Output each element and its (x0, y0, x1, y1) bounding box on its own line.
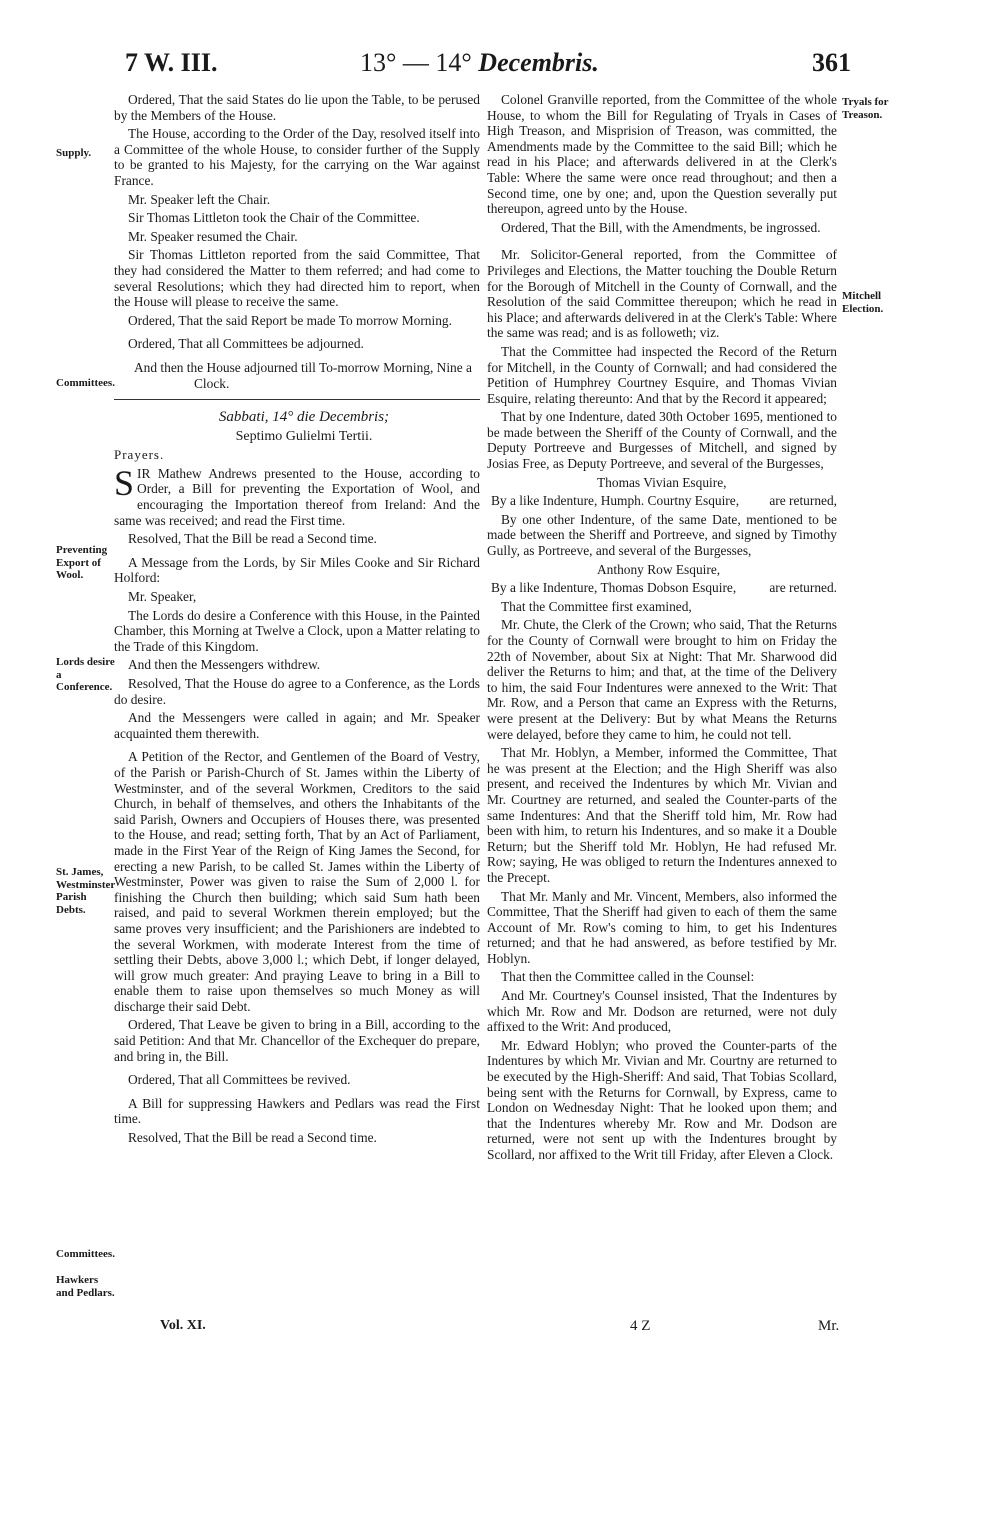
drop-cap: S (114, 462, 135, 503)
volume-mark: Vol. XI. (160, 1318, 206, 1333)
returned-label: are returned, (769, 493, 837, 509)
paragraph: Mr. Solicitor-General reported, from the Committee of Privileges and Elections, the Matter touching the Double Return for the Borough of Mitchell in the County of Cornwall, and the Resolution of the said Committee thereupon; which he read in his Place; and afterwards delivered in at the Clerk's Table: Where the same was read; and is as followeth; viz. (487, 247, 837, 341)
paragraph-text: IR Mathew Andrews presented to the House, according to Order, a Bill for preventing the Exportation of Wool, and encouraging the Importation thereof from Ireland: And the same was received; and read the First time. (114, 465, 480, 528)
paragraph: Mr. Speaker, (128, 589, 197, 605)
right-column (487, 92, 837, 1166)
return-line-text: By a like Indenture, Humph. Courtny Esquire, (491, 493, 740, 509)
day-subheading: Septimo Gulielmi Tertii. (235, 428, 373, 444)
paragraph: Mr. Chute, the Clerk of the Crown; who said, That the Returns for the County of Cornwall were brought to him on Friday the 22th of November, about Six at Night: That Mr. Sharwood did deliver the Returns to him; and that, at the time of the Delivery to him, the said Four Indentures were annexed to the Writ: That Mr. Row, and a Person that came an Express with the Returns, were present at the Delivery: But by what Means the Returns were delayed, before they came to him, he could not tell. (487, 617, 837, 742)
return-line (487, 493, 837, 509)
return-line: Thomas Vivian Esquire, (597, 474, 727, 490)
paragraph: Sir Thomas Littleton took the Chair of the Committee. (128, 210, 420, 226)
paragraph: The House, according to the Order of the Day, resolved itself into a Committee of the whole House, to consider further of the Supply to be granted to his Majesty, for the carrying on the War against France. (114, 126, 480, 188)
page-header (0, 48, 992, 88)
paragraph-wool-bill (114, 462, 480, 528)
paragraph: Resolved, That the Bill be read a Second time. (128, 531, 377, 547)
paragraph: Ordered, That Leave be given to bring in a Bill, according to the said Petition: And that Mr. Chancellor of the Exchequer do prepare, and bring in, the Bill. (114, 1017, 480, 1064)
return-line (487, 580, 837, 596)
section-divider (114, 399, 480, 400)
margin-note-st-james: St. James, Westminster Parish Debts. (56, 866, 116, 916)
header-day-numbers: 13° — 14° (360, 48, 472, 77)
paragraph: Mr. Edward Hoblyn; who proved the Counter-parts of the Indentures by which Mr. Vivian and Mr. Courtny are returned to be executed by the High-Sheriff: And said, That Tobias Scollard, being sent with the Returns for Cornwall, by Express, came to London on Wednesday Night: That he looked upon them; and that the Indentures whereby Mr. Row and Mr. Dodson are returned, were not sent up with the Indentures brought by Scollard, nor affixed to the Writ till Friday, after Eleven a Clock. (487, 1037, 837, 1162)
return-line: Anthony Row Esquire, (597, 561, 721, 577)
paragraph: Ordered, That all Committees be adjourned. (128, 336, 364, 352)
paragraph: A Petition of the Rector, and Gentlemen of the Board of Vestry, of the Parish or Parish-Church of St. James within the Liberty of Westminster, and of the several Workmen, Creditors to the said Church, in behalf of themselves, and others the Inhabitants of the said Parish, Owners and Occupiers of Houses there, was presented to the House, and read; setting forth, That by an Act of Parliament, made in the First Year of the Reign of King James the Second, for erecting a new Parish, to be called St. James within the Liberty of Westminster, Power was given to raise the Sum of 2,000 l. for finishing the Church then building; which said Sum hath been raised, and paid to several Workmen therein employed; but the same proves very insufficient; and the Parishioners are indebted to the several Workmen, with moderate Interest from the time of settling their Debts, above 3,000 l.; which Debt, if longer delayed, will grow much greater: And praying Leave to bring in a Bill to enable them to raise upon themselves so much Money as will discharge their said Debt. (114, 749, 480, 1014)
margin-note-mitchell: Mitchell Election. (842, 290, 884, 315)
margin-note-hawkers: Hawkers and Pedlars. (56, 1274, 115, 1299)
margin-note-tryals: Tryals for Treason. (842, 96, 889, 121)
paragraph: That Mr. Manly and Mr. Vincent, Members, also informed the Committee, That the Sheriff had given to each of them the same Account of Mr. Row's coming to him, to get his Indentures returned; and that he had answered, as before testified by Mr. Hoblyn. (487, 888, 837, 966)
paragraph: Sir Thomas Littleton reported from the said Committee, That they had considered the Matter to them referred; and had come to several Resolutions; which they had directed him to report, when the House will please to receive the same. (114, 247, 480, 310)
paragraph: Colonel Granville reported, from the Committee of the whole House, to whom the Bill for Regulating of Tryals in Cases of High Treason, and Misprision of Treason, was committed, the Amendments made by the Committee to the said Bill; which he read in his Place; and afterwards delivered in at the Clerk's Table: Where the same were once read throughout; and then a Second time, one by one; and, upon the Question severally put thereupon, agreed unto by the House. (487, 92, 837, 217)
catchword: Mr. (818, 1318, 840, 1334)
paragraph: That Mr. Hoblyn, a Member, informed the Committee, That he was present at the Election; and the High Sheriff was also present, and received the Indentures by which Mr. Vivian and Mr. Courtney are returned, and sealed the Counter-parts of the same Indentures: And that the Sheriff told him, Mr. Row had been with him, to return his Indentures, and so make it a Double Return; but the Sheriff told Mr. Hoblyn, He had refused Mr. Row; saying, He was obliged to return the Indentures annexed to the Precept. (487, 745, 837, 885)
paragraph: The Lords do desire a Conference with this House, in the Painted Chamber, this Morning at Twelve a Clock, upon a Matter relating to the Trade of this Kingdom. (114, 607, 480, 654)
paragraph: Resolved, That the House do agree to a Conference, as the Lords do desire. (114, 676, 480, 707)
returned-label: are returned. (769, 580, 837, 596)
paragraph: By one other Indenture, of the same Date, mentioned to be made between the Sheriff and Portreeve, and signed by Timothy Gully, as Portreeve, and several of the Burgesses, (487, 511, 837, 559)
paragraph: Mr. Speaker left the Chair. (128, 191, 271, 207)
prayers-heading: Prayers. (114, 447, 165, 463)
paragraph: And Mr. Courtney's Counsel insisted, That the Indentures by which Mr. Row and Mr. Dodson are returned, were not duly affixed to the Writ: And produced, (487, 988, 837, 1035)
margin-note-committees-revived: Committees. (56, 1248, 115, 1260)
paragraph: Resolved, That the Bill be read a Second time. (128, 1130, 377, 1146)
margin-note-committees: Committees. (56, 377, 115, 389)
paragraph: That the Committee first examined, (501, 598, 692, 614)
header-dates (360, 48, 599, 78)
margin-note-wool: Preventing Export of Wool. (56, 544, 108, 581)
paragraph: Ordered, That the Bill, with the Amendments, be ingrossed. (501, 219, 821, 235)
paragraph: That by one Indenture, dated 30th October 1695, mentioned to be made between the Sheriff of the County of Cornwall, and the Deputy Portreeve and Burgesses of Mitchell, and signed by Josias Free, as Deputy Portreeve, and several of the Burgesses, (487, 409, 837, 472)
regnal-year: 7 W. III. (125, 48, 218, 77)
adjournment-note: And then the House adjourned till To-morrow Morning, Nine a Clock. (134, 359, 472, 391)
paragraph: A Message from the Lords, by Sir Miles Cooke and Sir Richard Holford: (114, 554, 480, 586)
margin-note-lords-conference: Lords desire a Conference. (56, 656, 115, 693)
return-line-text: By a like Indenture, Thomas Dobson Esquire, (491, 580, 737, 596)
paragraph: A Bill for suppressing Hawkers and Pedlars was read the First time. (114, 1095, 480, 1127)
paragraph: And then the Messengers withdrew. (128, 657, 321, 673)
paragraph: Ordered, That the said States do lie upon the Table, to be perused by the Members of the House. (114, 92, 480, 123)
paragraph: Ordered, That all Committees be revived. (128, 1072, 351, 1088)
header-month: Decembris. (478, 48, 599, 77)
margin-note-supply: Supply. (56, 147, 92, 159)
paragraph: That the Committee had inspected the Record of the Return for Mitchell, in the County of Cornwall; and had considered the Petition of Humphrey Courtney Esquire, and Thomas Vivian Esquire, relating thereunto: And that by the Record it appeared; (487, 343, 837, 406)
day-heading: Sabbati, 14° die Decembris; (218, 409, 390, 426)
paragraph: Mr. Speaker resumed the Chair. (128, 228, 298, 244)
page-number: 361 (812, 48, 851, 77)
left-column (114, 92, 480, 1149)
paragraph: That then the Committee called in the Counsel: (501, 969, 755, 985)
signature-mark: 4 Z (630, 1318, 651, 1334)
paragraph: And the Messengers were called in again; and Mr. Speaker acquainted them therewith. (114, 710, 480, 741)
paragraph: Ordered, That the said Report be made To morrow Morning. (128, 312, 452, 328)
